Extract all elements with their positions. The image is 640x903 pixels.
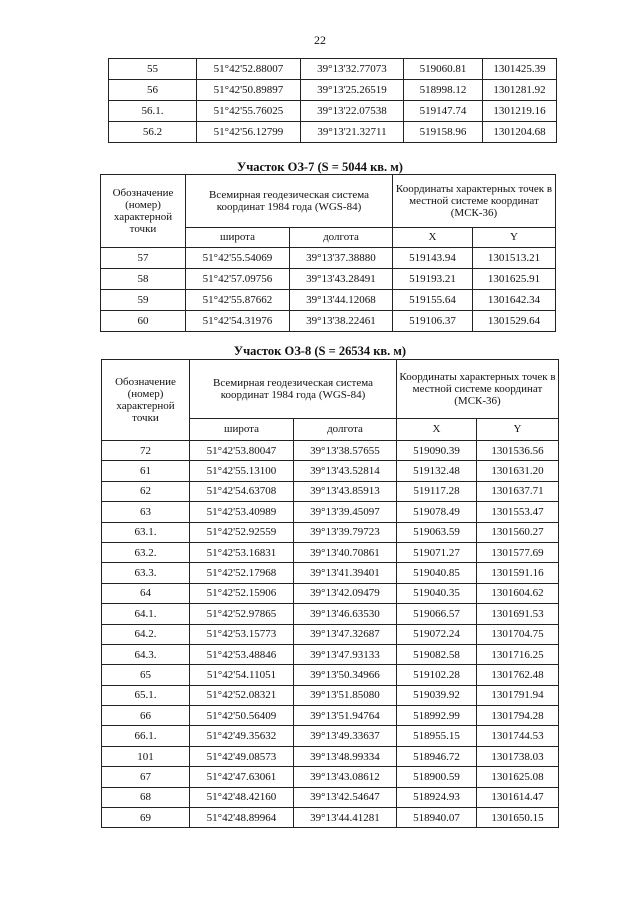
cell-y: 1301425.39 (483, 59, 557, 80)
cell-point-number: 66 (102, 706, 190, 726)
cell-point-number: 57 (101, 248, 186, 269)
cell-y: 1301637.71 (477, 481, 559, 501)
cell-y: 1301204.68 (483, 122, 557, 143)
cell-longitude: 39°13'39.45097 (294, 502, 397, 522)
header-x: X (393, 228, 473, 248)
cell-y: 1301604.62 (477, 583, 559, 603)
cell-longitude: 39°13'46.63530 (294, 604, 397, 624)
cell-latitude: 51°42'53.40989 (190, 502, 294, 522)
cell-y: 1301591.16 (477, 563, 559, 583)
cell-point-number: 56 (109, 80, 197, 101)
cell-longitude: 39°13'37.38880 (290, 248, 393, 269)
table-row (102, 726, 559, 746)
cell-point-number: 64.1. (102, 604, 190, 624)
table-row (102, 522, 559, 542)
cell-y: 1301650.15 (477, 808, 559, 828)
cell-longitude: 39°13'47.32687 (294, 624, 397, 644)
header-designation: Обозначение (номер) характерной точки (102, 360, 190, 441)
cell-latitude: 51°42'52.15906 (190, 583, 294, 603)
cell-latitude: 51°42'50.89897 (197, 80, 301, 101)
cell-y: 1301642.34 (473, 290, 556, 311)
table-row (102, 746, 559, 766)
cell-point-number: 64 (102, 583, 190, 603)
cell-latitude: 51°42'54.63708 (190, 481, 294, 501)
cell-longitude: 39°13'49.33637 (294, 726, 397, 746)
cell-y: 1301553.47 (477, 502, 559, 522)
cell-y: 1301762.48 (477, 665, 559, 685)
table-row (109, 122, 557, 143)
cell-point-number: 64.2. (102, 624, 190, 644)
cell-latitude: 51°42'48.42160 (190, 787, 294, 807)
cell-latitude: 51°42'54.11051 (190, 665, 294, 685)
cell-latitude: 51°42'53.48846 (190, 644, 294, 664)
header-latitude: широта (186, 228, 290, 248)
cell-latitude: 51°42'55.54069 (186, 248, 290, 269)
cell-latitude: 51°42'52.92559 (190, 522, 294, 542)
cell-latitude: 51°42'52.88007 (197, 59, 301, 80)
cell-x: 518955.15 (397, 726, 477, 746)
cell-longitude: 39°13'38.57655 (294, 441, 397, 461)
cell-x: 518998.12 (404, 80, 483, 101)
cell-latitude: 51°42'54.31976 (186, 311, 290, 332)
cell-latitude: 51°42'55.87662 (186, 290, 290, 311)
table-row (102, 685, 559, 705)
cell-longitude: 39°13'43.28491 (290, 269, 393, 290)
cell-longitude: 39°13'22.07538 (301, 101, 404, 122)
cell-y: 1301704.75 (477, 624, 559, 644)
cell-latitude: 51°42'50.56409 (190, 706, 294, 726)
cell-latitude: 51°42'49.35632 (190, 726, 294, 746)
cell-longitude: 39°13'40.70861 (294, 542, 397, 562)
table-row (102, 767, 559, 787)
cell-point-number: 63.3. (102, 563, 190, 583)
cell-x: 519143.94 (393, 248, 473, 269)
cell-point-number: 61 (102, 461, 190, 481)
cell-point-number: 63 (102, 502, 190, 522)
cell-y: 1301529.64 (473, 311, 556, 332)
cell-longitude: 39°13'43.85913 (294, 481, 397, 501)
cell-point-number: 62 (102, 481, 190, 501)
cell-latitude: 51°42'55.76025 (197, 101, 301, 122)
cell-y: 1301219.16 (483, 101, 557, 122)
table-row (102, 441, 559, 461)
cell-longitude: 39°13'42.09479 (294, 583, 397, 603)
cell-point-number: 63.2. (102, 542, 190, 562)
cell-y: 1301716.25 (477, 644, 559, 664)
cell-longitude: 39°13'44.12068 (290, 290, 393, 311)
header-longitude: долгота (294, 419, 397, 441)
cell-latitude: 51°42'48.89964 (190, 808, 294, 828)
header-wgs84: Всемирная геодезическая система координат 1984 года (WGS-84) (186, 175, 393, 228)
section-title-oz7: Участок ОЗ-7 (S = 5044 кв. м) (237, 160, 403, 174)
cell-point-number: 69 (102, 808, 190, 828)
cell-y: 1301513.21 (473, 248, 556, 269)
cell-x: 519147.74 (404, 101, 483, 122)
table-row (101, 311, 556, 332)
cell-x: 519132.48 (397, 461, 477, 481)
cell-x: 519106.37 (393, 311, 473, 332)
cell-latitude: 51°42'55.13100 (190, 461, 294, 481)
cell-longitude: 39°13'39.79723 (294, 522, 397, 542)
cell-y: 1301614.47 (477, 787, 559, 807)
cell-longitude: 39°13'38.22461 (290, 311, 393, 332)
cell-point-number: 65 (102, 665, 190, 685)
header-designation: Обозначение (номер) характерной точки (101, 175, 186, 248)
header-msk36: Координаты характерных точек в местной системе координат (МСК-36) (397, 360, 559, 419)
cell-x: 518900.59 (397, 767, 477, 787)
cell-x: 519071.27 (397, 542, 477, 562)
cell-latitude: 51°42'57.09756 (186, 269, 290, 290)
coordinates-table-oz6-continued (108, 58, 557, 143)
cell-longitude: 39°13'42.54647 (294, 787, 397, 807)
table-row (102, 502, 559, 522)
cell-longitude: 39°13'25.26519 (301, 80, 404, 101)
cell-point-number: 56.2 (109, 122, 197, 143)
page-number: 22 (314, 33, 326, 47)
cell-longitude: 39°13'41.39401 (294, 563, 397, 583)
cell-x: 518946.72 (397, 746, 477, 766)
cell-x: 519155.64 (393, 290, 473, 311)
table-row (101, 290, 556, 311)
cell-y: 1301560.27 (477, 522, 559, 542)
cell-longitude: 39°13'21.32711 (301, 122, 404, 143)
cell-latitude: 51°42'49.08573 (190, 746, 294, 766)
cell-y: 1301691.53 (477, 604, 559, 624)
table-row (109, 59, 557, 80)
table-row (109, 80, 557, 101)
cell-latitude: 51°42'53.15773 (190, 624, 294, 644)
cell-point-number: 72 (102, 441, 190, 461)
cell-x: 519040.35 (397, 583, 477, 603)
cell-point-number: 68 (102, 787, 190, 807)
cell-x: 518992.99 (397, 706, 477, 726)
cell-point-number: 60 (101, 311, 186, 332)
cell-x: 519066.57 (397, 604, 477, 624)
cell-longitude: 39°13'50.34966 (294, 665, 397, 685)
cell-point-number: 63.1. (102, 522, 190, 542)
cell-point-number: 66.1. (102, 726, 190, 746)
table-row (102, 644, 559, 664)
cell-latitude: 51°42'47.63061 (190, 767, 294, 787)
cell-x: 519078.49 (397, 502, 477, 522)
header-wgs84: Всемирная геодезическая система координат 1984 года (WGS-84) (190, 360, 397, 419)
cell-longitude: 39°13'51.85080 (294, 685, 397, 705)
cell-x: 518924.93 (397, 787, 477, 807)
cell-longitude: 39°13'51.94764 (294, 706, 397, 726)
cell-longitude: 39°13'47.93133 (294, 644, 397, 664)
cell-x: 519063.59 (397, 522, 477, 542)
cell-y: 1301625.08 (477, 767, 559, 787)
table-row (102, 624, 559, 644)
cell-latitude: 51°42'52.97865 (190, 604, 294, 624)
cell-y: 1301738.03 (477, 746, 559, 766)
table-row (102, 665, 559, 685)
table-row (102, 604, 559, 624)
table-row (101, 269, 556, 290)
cell-longitude: 39°13'32.77073 (301, 59, 404, 80)
section-title-oz8: Участок ОЗ-8 (S = 26534 кв. м) (233, 344, 407, 358)
cell-y: 1301536.56 (477, 441, 559, 461)
table-row (102, 461, 559, 481)
cell-y: 1301281.92 (483, 80, 557, 101)
header-msk36: Координаты характерных точек в местной системе координат (МСК-36) (393, 175, 556, 228)
cell-x: 519090.39 (397, 441, 477, 461)
table-row (102, 583, 559, 603)
cell-x: 519040.85 (397, 563, 477, 583)
cell-point-number: 65.1. (102, 685, 190, 705)
cell-y: 1301791.94 (477, 685, 559, 705)
cell-point-number: 55 (109, 59, 197, 80)
cell-longitude: 39°13'43.52814 (294, 461, 397, 481)
cell-point-number: 58 (101, 269, 186, 290)
table-row (102, 542, 559, 562)
header-y: Y (477, 419, 559, 441)
table-row (102, 706, 559, 726)
cell-y: 1301744.53 (477, 726, 559, 746)
table-row (101, 248, 556, 269)
cell-x: 519193.21 (393, 269, 473, 290)
cell-y: 1301625.91 (473, 269, 556, 290)
header-x: X (397, 419, 477, 441)
cell-point-number: 56.1. (109, 101, 197, 122)
cell-x: 519082.58 (397, 644, 477, 664)
cell-x: 519102.28 (397, 665, 477, 685)
table-row (102, 808, 559, 828)
cell-point-number: 59 (101, 290, 186, 311)
cell-y: 1301577.69 (477, 542, 559, 562)
header-y: Y (473, 228, 556, 248)
header-latitude: широта (190, 419, 294, 441)
table-row (102, 563, 559, 583)
cell-x: 519039.92 (397, 685, 477, 705)
cell-point-number: 64.3. (102, 644, 190, 664)
coordinates-table-oz7 (100, 174, 556, 332)
cell-latitude: 51°42'52.08321 (190, 685, 294, 705)
cell-latitude: 51°42'53.16831 (190, 542, 294, 562)
cell-x: 519117.28 (397, 481, 477, 501)
table-row (109, 101, 557, 122)
cell-x: 519072.24 (397, 624, 477, 644)
cell-y: 1301794.28 (477, 706, 559, 726)
cell-latitude: 51°42'53.80047 (190, 441, 294, 461)
cell-latitude: 51°42'56.12799 (197, 122, 301, 143)
cell-x: 519060.81 (404, 59, 483, 80)
cell-x: 518940.07 (397, 808, 477, 828)
cell-longitude: 39°13'43.08612 (294, 767, 397, 787)
cell-longitude: 39°13'44.41281 (294, 808, 397, 828)
coordinates-table-oz8 (101, 359, 559, 828)
cell-x: 519158.96 (404, 122, 483, 143)
table-row (102, 787, 559, 807)
cell-point-number: 101 (102, 746, 190, 766)
cell-latitude: 51°42'52.17968 (190, 563, 294, 583)
cell-longitude: 39°13'48.99334 (294, 746, 397, 766)
cell-y: 1301631.20 (477, 461, 559, 481)
table-row (102, 481, 559, 501)
header-longitude: долгота (290, 228, 393, 248)
cell-point-number: 67 (102, 767, 190, 787)
